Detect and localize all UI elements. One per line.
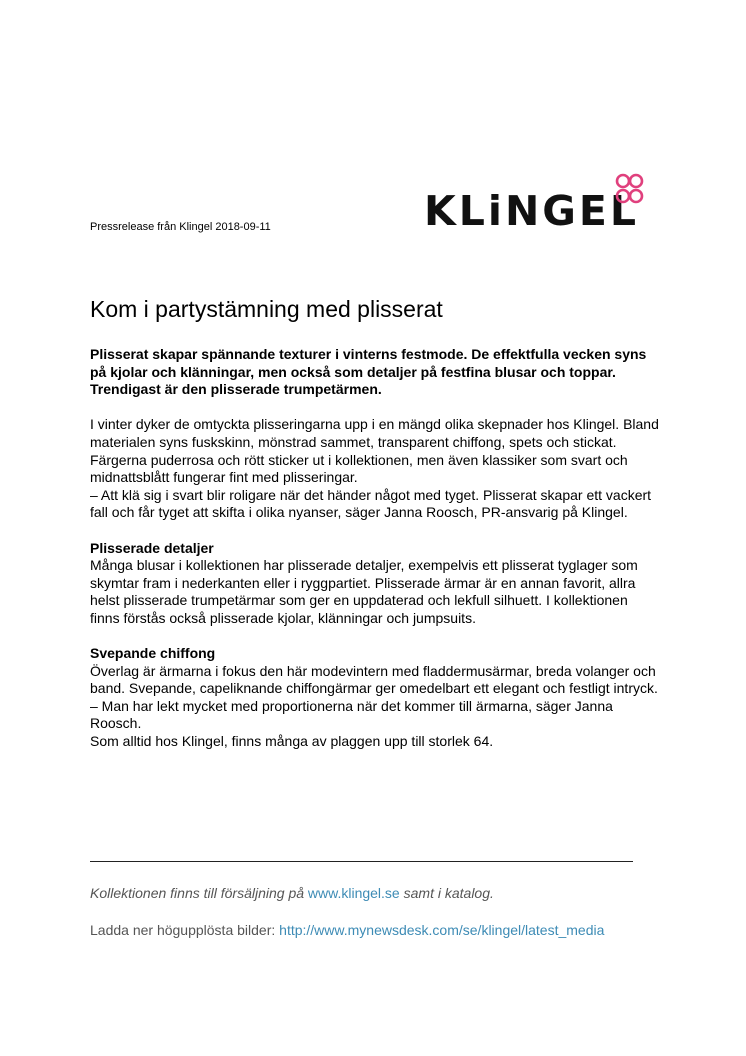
collection-prefix: Kollektionen finns till försäljning på: [90, 885, 308, 901]
intro-paragraph: [90, 416, 660, 522]
section-body: Många blusar i kollektionen har plisserade detaljer, exempelvis ett plisserat tyglager som skymtar fram i nederkanten eller i ryggpartiet. Plisserade ärmar är en annan favorit, allra helst plisserade trumpetärmar som ger en uppdaterad och lekfull silhuett. I kollektionen finns förstås också plisserade kjolar, klänningar och jumpsuits.: [90, 557, 638, 626]
page-title: Kom i partystämning med plisserat: [90, 296, 443, 322]
klingel-website-link[interactable]: www.klingel.se: [307, 885, 400, 901]
download-note: [90, 922, 604, 938]
logo-wordmark: KLiNGEL: [424, 187, 640, 235]
download-label: Ladda ner högupplösta bilder:: [90, 922, 280, 938]
flower-icon: [610, 169, 650, 209]
collection-suffix: samt i katalog.: [399, 885, 494, 901]
media-download-link[interactable]: http://www.mynewsdesk.com/se/klingel/latest_media: [279, 922, 605, 938]
klingel-logo: [424, 169, 654, 237]
section-svepande-chiffong: [90, 645, 660, 751]
intro-text: I vinter dyker de omtyckta plisseringarna upp i en mängd olika skepnader hos Klingel. Bland materialen syns fuskskinn, mönstrad sammet, transparent chiffong, spets och stickat. Färgerna puderrosa och rött sticker ut i kollektionen, men även klassiker som svart och midnattsblått fungerar fint med plisseringar.: [90, 416, 659, 486]
section-closing: Som alltid hos Klingel, finns många av plaggen upp till storlek 64.: [90, 733, 494, 750]
article-body: [90, 346, 660, 768]
footer-divider: [90, 861, 633, 862]
section-plisserade-detaljer: [90, 540, 660, 628]
section-body: Överlag är ärmarna i fokus den här modevintern med fladdermusärmar, breda volanger och band. Svepande, capeliknande chiffongärmar ger omedelbart ett elegant och festligt intryck.: [90, 662, 658, 697]
section-quote: – Man har lekt mycket med proportionerna när det kommer till ärmarna, säger Janna Roosch.: [90, 697, 613, 732]
press-release-dateline: Pressrelease från Klingel 2018-09-11: [90, 221, 271, 233]
intro-quote: – Att klä sig i svart blir roligare när det händer något med tyget. Plisserat skapar ett vackert fall och får tyget att skifta i olika nyanser, säger Janna Roosch, PR-ansvarig på Klingel.: [90, 486, 652, 521]
flower-petals: [617, 175, 642, 202]
collection-note: [90, 885, 494, 901]
section-heading: Svepande chiffong: [90, 645, 216, 662]
lead-paragraph: Plisserat skapar spännande texturer i vinterns festmode. De effektfulla vecken syns på kjolar och klänningar, men också som detaljer på festfina blusar och toppar. Trendigast är den plisserade trumpetärmen.: [90, 346, 647, 398]
section-heading: Plisserade detaljer: [90, 539, 214, 556]
